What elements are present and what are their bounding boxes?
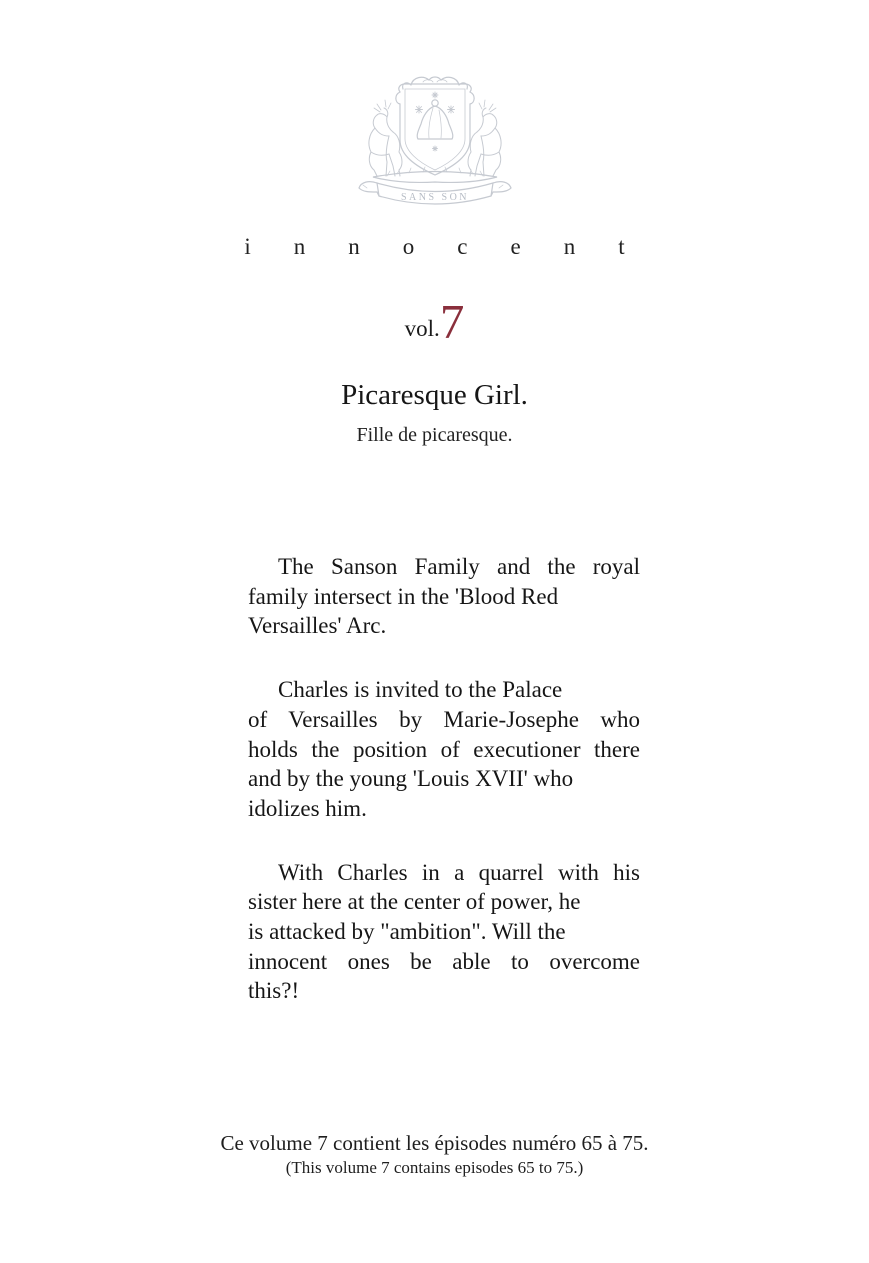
footer-french: Ce volume 7 contient les épisodes numéro 65 à 75. bbox=[220, 1131, 649, 1155]
body-line: this?! bbox=[248, 978, 300, 1004]
body-text bbox=[248, 552, 640, 1040]
body-line: family intersect in the 'Blood Red bbox=[248, 583, 559, 609]
body-line: is attacked by "ambition". Will the bbox=[248, 919, 566, 945]
crest-icon bbox=[353, 70, 517, 216]
body-line: innocent ones be able to overcome bbox=[248, 948, 640, 974]
volume-number: 7 bbox=[439, 294, 465, 349]
body-line: Charles is invited to the Palace bbox=[278, 677, 563, 703]
body-line: Versailles' Arc. bbox=[248, 613, 387, 639]
body-line: holds the position of executioner there bbox=[248, 736, 640, 762]
body-line: idolizes him. bbox=[248, 795, 367, 821]
volume-label: vol. bbox=[404, 316, 440, 341]
volume-indicator bbox=[0, 294, 869, 349]
crest-motto: SANS SON bbox=[400, 192, 470, 203]
paragraph bbox=[248, 675, 640, 824]
page-subtitle: Fille de picaresque. bbox=[356, 424, 513, 446]
page-title: Picaresque Girl. bbox=[341, 379, 528, 411]
series-title bbox=[0, 234, 869, 260]
body-line: and by the young 'Louis XVII' who bbox=[248, 766, 574, 792]
body-line: The Sanson Family and the royal bbox=[278, 554, 640, 579]
body-line: sister here at the center of power, he bbox=[248, 889, 581, 915]
footer-english: (This volume 7 contains episodes 65 to 75.) bbox=[285, 1158, 584, 1177]
body-line: of Versailles by Marie-Josephe who bbox=[248, 706, 640, 732]
paragraph bbox=[248, 552, 640, 641]
body-line: With Charles in a quarrel with his bbox=[278, 859, 640, 885]
paragraph bbox=[248, 858, 640, 1007]
series-title-text: innocent bbox=[244, 234, 668, 259]
